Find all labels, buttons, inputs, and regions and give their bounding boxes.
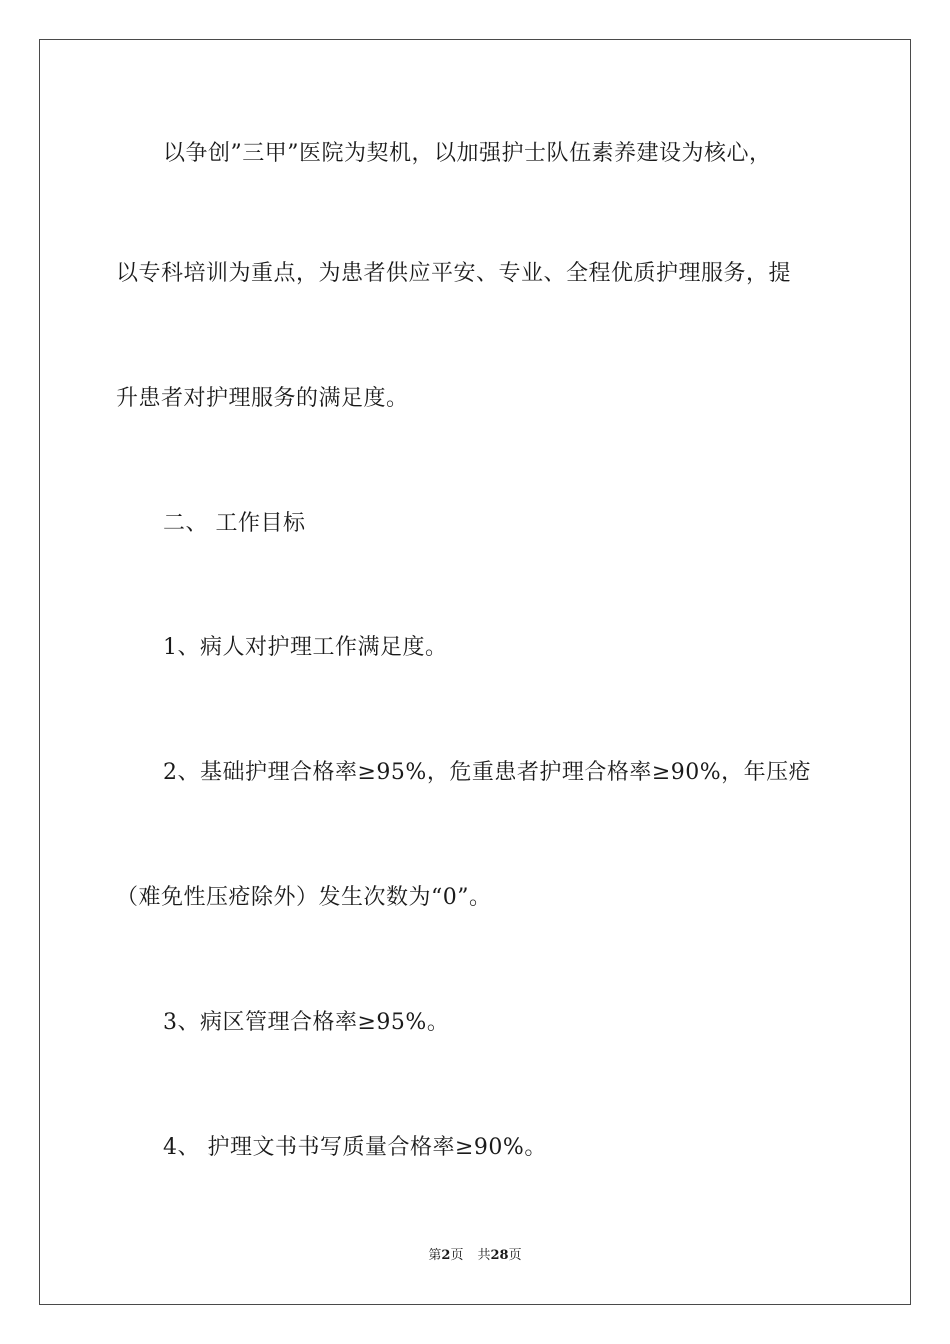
paragraph-line: 升患者对护理服务的满足度。 — [116, 386, 409, 411]
page-border — [39, 39, 911, 1305]
list-item: 2、基础护理合格率≥95%，危重患者护理合格率≥90%，年压疮 — [163, 760, 812, 785]
page-suffix: 页 — [450, 1248, 464, 1263]
list-item: 4、 护理文书书写质量合格率≥90%。 — [163, 1135, 547, 1160]
page-footer — [0, 1247, 950, 1265]
paragraph-line: 以专科培训为重点，为患者供应平安、专业、全程优质护理服务，提 — [116, 261, 792, 286]
list-item-continuation: （难免性压疮除外）发生次数为“0”。 — [116, 885, 492, 910]
total-prefix: 共 — [477, 1248, 491, 1263]
total-suffix: 页 — [508, 1248, 522, 1263]
section-heading: 二、 工作目标 — [163, 511, 306, 536]
paragraph-line: 以争创”三甲”医院为契机，以加强护士队伍素养建设为核心， — [163, 141, 772, 166]
page-prefix: 第 — [428, 1248, 442, 1263]
list-item: 3、病区管理合格率≥95%。 — [163, 1010, 450, 1035]
list-item: 1、病人对护理工作满足度。 — [163, 635, 448, 660]
page-number: 2 — [441, 1248, 451, 1263]
total-pages: 28 — [490, 1248, 509, 1263]
